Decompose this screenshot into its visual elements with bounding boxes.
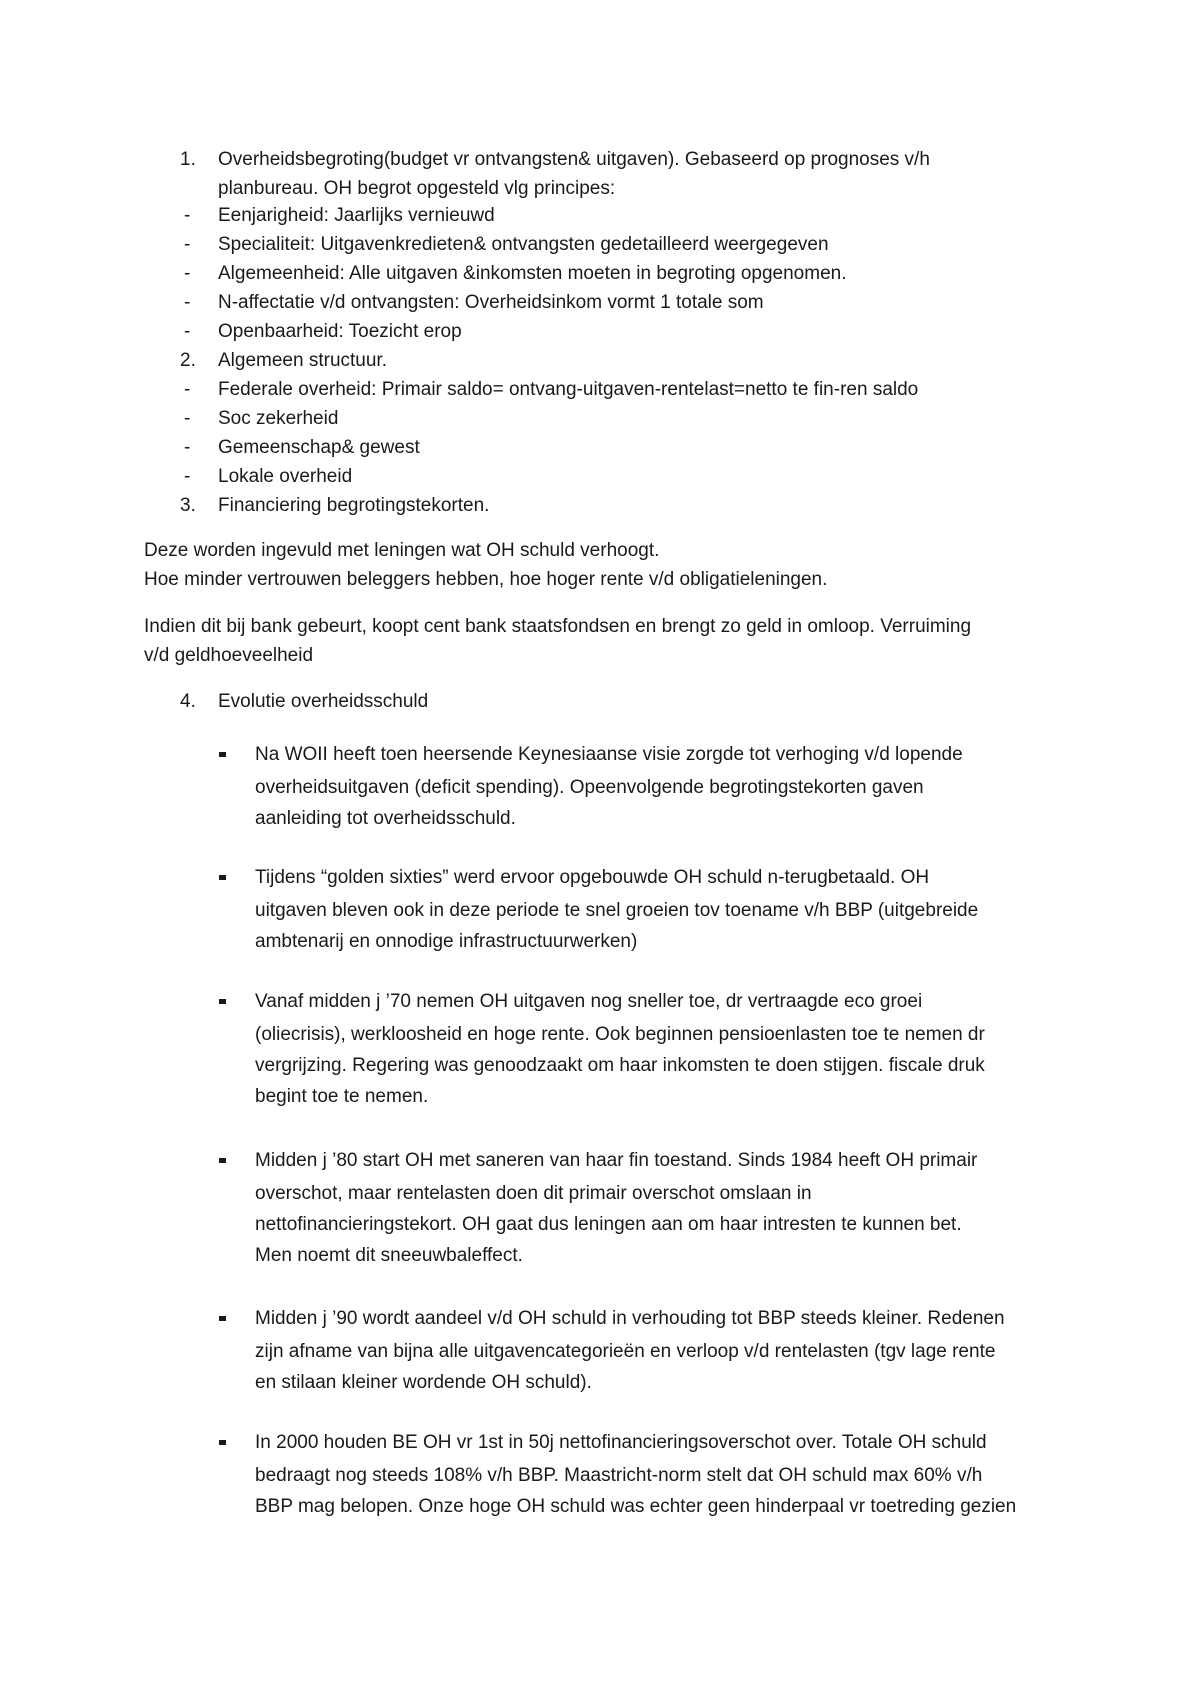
dash-marker: -: [184, 205, 191, 226]
list-item: N-affectatie v/d ontvangsten: Overheidsinkom vormt 1 totale som: [218, 292, 764, 313]
bullet-line: Vanaf midden j ’70 nemen OH uitgaven nog sneller toe, dr vertraagde eco groei: [255, 991, 923, 1012]
dash-marker: -: [184, 292, 191, 313]
list-item: Specialiteit: Uitgavenkredieten& ontvangsten gedetailleerd weergegeven: [218, 234, 829, 255]
bullet-line: nettofinancieringstekort. OH gaat dus leningen aan om haar intresten te kunnen bet.: [255, 1214, 962, 1235]
section3-heading: Financiering begrotingstekorten.: [218, 495, 490, 516]
list-item: Gemeenschap& gewest: [218, 437, 420, 458]
list-item: Openbaarheid: Toezicht erop: [218, 321, 462, 342]
bullet-marker: [219, 999, 226, 1004]
bullet-line: vergrijzing. Regering was genoodzaakt om haar inkomsten te doen stijgen. fiscale druk: [255, 1055, 985, 1076]
bullet-line: Midden j ’90 wordt aandeel v/d OH schuld in verhouding tot BBP steeds kleiner. Redenen: [255, 1308, 1005, 1329]
bullet-line: (oliecrisis), werkloosheid en hoge rente. Ook beginnen pensioenlasten toe te nemen dr: [255, 1024, 985, 1045]
bullet-line: bedraagt nog steeds 108% v/h BBP. Maastricht-norm stelt dat OH schuld max 60% v/h: [255, 1465, 983, 1486]
bullet-marker: [219, 1316, 226, 1321]
list-item: Eenjarigheid: Jaarlijks vernieuwd: [218, 205, 495, 226]
bullet-marker: [219, 1158, 226, 1163]
list-item: Soc zekerheid: [218, 408, 339, 429]
paragraph-line: Indien dit bij bank gebeurt, koopt cent bank staatsfondsen en brengt zo geld in omloop. Verruiming: [144, 616, 972, 637]
section2-heading: Algemeen structuur.: [218, 350, 387, 371]
list-number-4: 4.: [180, 691, 196, 712]
paragraph-line: Hoe minder vertrouwen beleggers hebben, hoe hoger rente v/d obligatieleningen.: [144, 569, 828, 590]
bullet-line: aanleiding tot overheidsschuld.: [255, 808, 516, 829]
list-number-1: 1.: [180, 149, 196, 170]
dash-marker: -: [184, 234, 191, 255]
bullet-line: In 2000 houden BE OH vr 1st in 50j nettofinancieringsoverschot over. Totale OH schuld: [255, 1432, 987, 1453]
list-item: Lokale overheid: [218, 466, 353, 487]
dash-marker: -: [184, 408, 191, 429]
paragraph-line: v/d geldhoeveelheid: [144, 645, 314, 666]
section4-heading: Evolutie overheidsschuld: [218, 691, 429, 712]
bullet-marker: [219, 1440, 226, 1445]
section1-heading-line2: planbureau. OH begrot opgesteld vlg principes:: [218, 178, 616, 199]
paragraph-line: Deze worden ingevuld met leningen wat OH schuld verhoogt.: [144, 540, 660, 561]
section1-heading-line1: Overheidsbegroting(budget vr ontvangsten& uitgaven). Gebaseerd op prognoses v/h: [218, 149, 930, 170]
bullet-line: uitgaven bleven ook in deze periode te snel groeien tov toename v/h BBP (uitgebreide: [255, 900, 979, 921]
bullet-line: overschot, maar rentelasten doen dit primair overschot omslaan in: [255, 1183, 812, 1204]
dash-marker: -: [184, 437, 191, 458]
bullet-line: Midden j ’80 start OH met saneren van haar fin toestand. Sinds 1984 heeft OH primair: [255, 1150, 978, 1171]
list-number-3: 3.: [180, 495, 196, 516]
dash-marker: -: [184, 379, 191, 400]
bullet-marker: [219, 875, 226, 880]
dash-marker: -: [184, 466, 191, 487]
dash-marker: -: [184, 263, 191, 284]
list-item: Algemeenheid: Alle uitgaven &inkomsten moeten in begroting opgenomen.: [218, 263, 847, 284]
bullet-line: zijn afname van bijna alle uitgavencategorieën en verloop v/d rentelasten (tgv lage rente: [255, 1341, 996, 1362]
list-number-2: 2.: [180, 350, 196, 371]
bullet-line: begint toe te nemen.: [255, 1086, 429, 1107]
bullet-line: en stilaan kleiner wordende OH schuld).: [255, 1372, 592, 1393]
list-item: Federale overheid: Primair saldo= ontvang-uitgaven-rentelast=netto te fin-ren saldo: [218, 379, 919, 400]
bullet-line: BBP mag belopen. Onze hoge OH schuld was echter geen hinderpaal vr toetreding gezien: [255, 1496, 1017, 1517]
bullet-line: Men noemt dit sneeuwbaleffect.: [255, 1245, 523, 1266]
bullet-line: Tijdens “golden sixties” werd ervoor opgebouwde OH schuld n-terugbetaald. OH: [255, 867, 930, 888]
bullet-line: overheidsuitgaven (deficit spending). Opeenvolgende begrotingstekorten gaven: [255, 777, 924, 798]
bullet-line: ambtenarij en onnodige infrastructuurwerken): [255, 931, 638, 952]
bullet-marker: [219, 752, 226, 757]
dash-marker: -: [184, 321, 191, 342]
bullet-line: Na WOII heeft toen heersende Keynesiaanse visie zorgde tot verhoging v/d lopende: [255, 744, 963, 765]
